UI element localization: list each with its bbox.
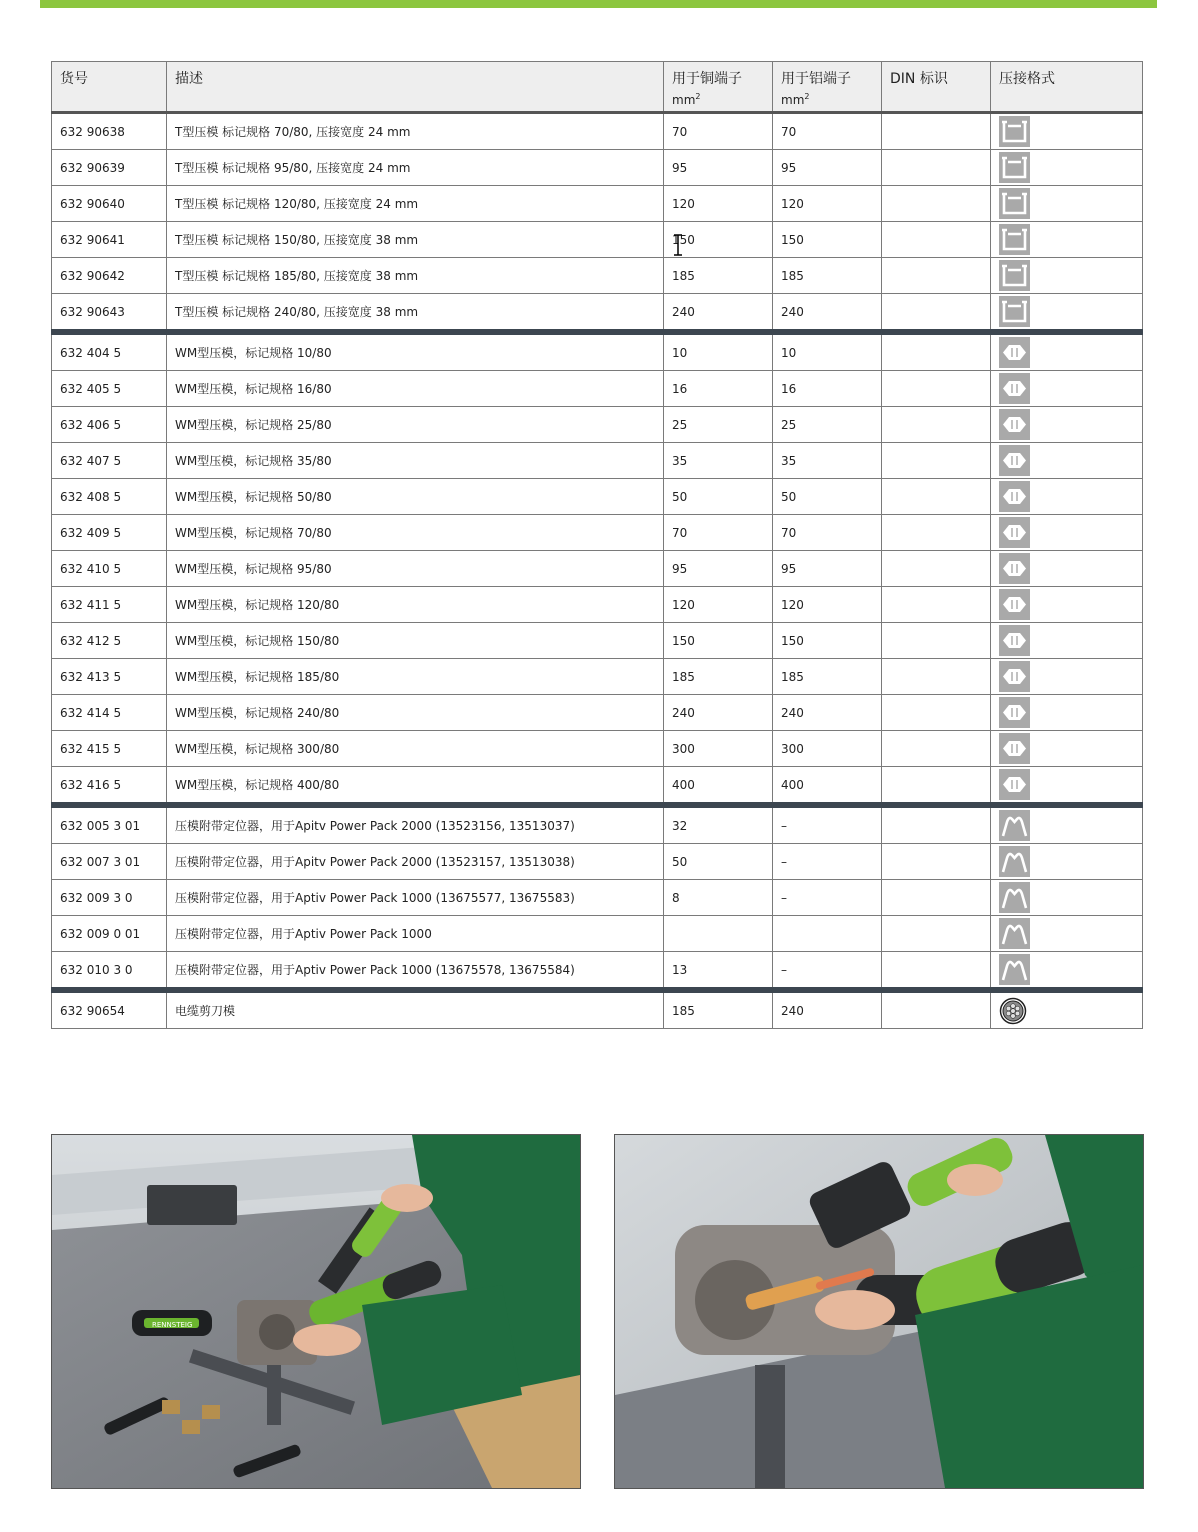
header-copper-label: 用于铜端子 — [672, 71, 742, 87]
cell-copper: 70 — [664, 515, 773, 551]
cell-din — [882, 294, 991, 333]
cell-crimp-profile — [991, 623, 1143, 659]
table-row — [52, 695, 1143, 731]
cell-aluminium — [773, 916, 882, 952]
t-die-icon — [999, 296, 1030, 327]
table-row — [52, 731, 1143, 767]
cell-description: WM型压模，标记规格 95/80 — [167, 551, 664, 587]
cell-part-no: 632 413 5 — [52, 659, 167, 695]
table-row — [52, 113, 1143, 150]
positioner-die-icon — [999, 882, 1030, 913]
cell-copper: 400 — [664, 767, 773, 806]
table-row — [52, 623, 1143, 659]
cell-din — [882, 623, 991, 659]
cell-copper: 300 — [664, 731, 773, 767]
cell-description: WM型压模，标记规格 16/80 — [167, 371, 664, 407]
cell-aluminium: – — [773, 844, 882, 880]
cell-part-no: 632 410 5 — [52, 551, 167, 587]
cell-copper: 10 — [664, 332, 773, 371]
cell-crimp-profile — [991, 844, 1143, 880]
cell-description: 压模附带定位器，用于Aptiv Power Pack 1000 (13675577, 13675583) — [167, 880, 664, 916]
cell-copper: 150 — [664, 623, 773, 659]
header-part-no: 货号 — [52, 62, 167, 113]
cell-aluminium: 240 — [773, 294, 882, 333]
svg-text:RENNSTEIG: RENNSTEIG — [152, 1321, 193, 1329]
cell-crimp-profile — [991, 916, 1143, 952]
cell-description: 电缆剪刀模 — [167, 990, 664, 1029]
cell-aluminium: 185 — [773, 659, 882, 695]
cell-din — [882, 805, 991, 844]
table-row — [52, 479, 1143, 515]
cell-part-no: 632 90642 — [52, 258, 167, 294]
cell-copper: 16 — [664, 371, 773, 407]
cell-part-no: 632 415 5 — [52, 731, 167, 767]
cell-aluminium: 70 — [773, 113, 882, 150]
table-row — [52, 990, 1143, 1029]
cell-din — [882, 551, 991, 587]
table-row — [52, 916, 1143, 952]
top-accent-bar — [40, 0, 1157, 8]
cell-din — [882, 479, 991, 515]
cell-crimp-profile — [991, 443, 1143, 479]
cell-part-no: 632 404 5 — [52, 332, 167, 371]
cell-copper: 35 — [664, 443, 773, 479]
header-crimp-profile: 压接格式 — [991, 62, 1143, 113]
cell-din — [882, 407, 991, 443]
cell-crimp-profile — [991, 258, 1143, 294]
cell-description: 压模附带定位器，用于Apitv Power Pack 2000 (13523157, 13513038) — [167, 844, 664, 880]
t-die-icon — [999, 152, 1030, 183]
table-row — [52, 222, 1143, 258]
cell-din — [882, 952, 991, 991]
table-row — [52, 258, 1143, 294]
cell-aluminium: 400 — [773, 767, 882, 806]
cell-din — [882, 258, 991, 294]
cell-copper: 185 — [664, 990, 773, 1029]
cell-copper: 25 — [664, 407, 773, 443]
table-row — [52, 443, 1143, 479]
cell-din — [882, 371, 991, 407]
cell-crimp-profile — [991, 952, 1143, 991]
cell-copper: 32 — [664, 805, 773, 844]
cell-din — [882, 880, 991, 916]
positioner-die-icon — [999, 954, 1030, 985]
cell-din — [882, 844, 991, 880]
header-copper-unit: $mm^2$ — [672, 92, 701, 107]
cell-description: WM型压模，标记规格 10/80 — [167, 332, 664, 371]
cell-description: WM型压模，标记规格 35/80 — [167, 443, 664, 479]
cell-description: WM型压模，标记规格 185/80 — [167, 659, 664, 695]
positioner-die-icon — [999, 846, 1030, 877]
header-aluminium-label: 用于铝端子 — [781, 71, 851, 87]
cell-aluminium: – — [773, 880, 882, 916]
cell-aluminium: 240 — [773, 695, 882, 731]
cell-din — [882, 332, 991, 371]
cell-description: 压模附带定位器，用于Apitv Power Pack 2000 (13523156, 13513037) — [167, 805, 664, 844]
cell-aluminium: 150 — [773, 623, 882, 659]
header-din: DIN 标识 — [882, 62, 991, 113]
cell-description: T型压模 标记规格 240/80, 压接宽度 38 mm — [167, 294, 664, 333]
cell-copper: 70 — [664, 113, 773, 150]
cell-crimp-profile — [991, 407, 1143, 443]
cell-din — [882, 113, 991, 150]
cell-part-no: 632 416 5 — [52, 767, 167, 806]
cell-crimp-profile — [991, 222, 1143, 258]
wm-die-icon — [999, 625, 1030, 656]
cell-crimp-profile — [991, 371, 1143, 407]
cell-copper: 95 — [664, 551, 773, 587]
cell-aluminium: 150 — [773, 222, 882, 258]
cell-crimp-profile — [991, 332, 1143, 371]
cell-description: WM型压模，标记规格 70/80 — [167, 515, 664, 551]
table-row — [52, 952, 1143, 991]
cell-aluminium: 240 — [773, 990, 882, 1029]
table-row — [52, 186, 1143, 222]
cell-aluminium: 10 — [773, 332, 882, 371]
table-row — [52, 515, 1143, 551]
cell-description: T型压模 标记规格 150/80, 压接宽度 38 mm — [167, 222, 664, 258]
cell-description: 压模附带定位器，用于Aptiv Power Pack 1000 (13675578, 13675584) — [167, 952, 664, 991]
cell-part-no: 632 009 0 01 — [52, 916, 167, 952]
cell-description: 压模附带定位器，用于Aptiv Power Pack 1000 — [167, 916, 664, 952]
cell-aluminium: – — [773, 805, 882, 844]
cell-description: T型压模 标记规格 70/80, 压接宽度 24 mm — [167, 113, 664, 150]
cell-copper: 240 — [664, 294, 773, 333]
cell-crimp-profile — [991, 150, 1143, 186]
cell-crimp-profile — [991, 479, 1143, 515]
header-copper — [664, 62, 773, 113]
cell-part-no: 632 90654 — [52, 990, 167, 1029]
left-photo-brand — [152, 1321, 192, 1329]
cell-copper: 240 — [664, 695, 773, 731]
wm-die-icon — [999, 337, 1030, 368]
wm-die-icon — [999, 481, 1030, 512]
cell-crimp-profile — [991, 186, 1143, 222]
cell-din — [882, 515, 991, 551]
wm-die-icon — [999, 697, 1030, 728]
cell-aluminium: – — [773, 952, 882, 991]
cell-aluminium: 95 — [773, 150, 882, 186]
cell-crimp-profile — [991, 695, 1143, 731]
cell-copper: 185 — [664, 258, 773, 294]
crimping-tool-closeup-photo — [614, 1134, 1144, 1489]
cell-copper — [664, 916, 773, 952]
cell-din — [882, 731, 991, 767]
product-table — [51, 61, 1143, 1029]
cell-aluminium: 16 — [773, 371, 882, 407]
cell-aluminium: 120 — [773, 587, 882, 623]
cell-aluminium: 25 — [773, 407, 882, 443]
t-die-icon — [999, 188, 1030, 219]
wm-die-icon — [999, 589, 1030, 620]
cell-description: WM型压模，标记规格 400/80 — [167, 767, 664, 806]
cell-din — [882, 443, 991, 479]
cell-part-no: 632 90638 — [52, 113, 167, 150]
cell-part-no: 632 009 3 0 — [52, 880, 167, 916]
positioner-die-icon — [999, 918, 1030, 949]
cell-copper: 50 — [664, 479, 773, 515]
cell-aluminium: 95 — [773, 551, 882, 587]
cell-din — [882, 659, 991, 695]
cell-din — [882, 695, 991, 731]
cell-part-no: 632 90643 — [52, 294, 167, 333]
cell-aluminium: 185 — [773, 258, 882, 294]
cell-copper: 13 — [664, 952, 773, 991]
cell-description: WM型压模，标记规格 300/80 — [167, 731, 664, 767]
table-row — [52, 844, 1143, 880]
cell-din — [882, 222, 991, 258]
table-row — [52, 551, 1143, 587]
cell-crimp-profile — [991, 731, 1143, 767]
positioner-die-icon — [999, 810, 1030, 841]
cell-description: T型压模 标记规格 95/80, 压接宽度 24 mm — [167, 150, 664, 186]
cell-description: WM型压模，标记规格 150/80 — [167, 623, 664, 659]
table-row — [52, 659, 1143, 695]
table-row — [52, 587, 1143, 623]
cell-aluminium: 70 — [773, 515, 882, 551]
cell-description: T型压模 标记规格 185/80, 压接宽度 38 mm — [167, 258, 664, 294]
cell-aluminium: 35 — [773, 443, 882, 479]
table-row — [52, 332, 1143, 371]
cell-copper: 50 — [664, 844, 773, 880]
header-description: 描述 — [167, 62, 664, 113]
cell-description: WM型压模，标记规格 25/80 — [167, 407, 664, 443]
cell-copper: 120 — [664, 587, 773, 623]
wm-die-icon — [999, 373, 1030, 404]
cell-crimp-profile — [991, 659, 1143, 695]
wm-die-icon — [999, 445, 1030, 476]
cell-crimp-profile — [991, 515, 1143, 551]
cell-crimp-profile — [991, 551, 1143, 587]
cell-crimp-profile — [991, 805, 1143, 844]
cell-din — [882, 916, 991, 952]
wm-die-icon — [999, 517, 1030, 548]
cell-part-no: 632 007 3 01 — [52, 844, 167, 880]
cell-part-no: 632 90640 — [52, 186, 167, 222]
t-die-icon — [999, 116, 1030, 147]
cell-part-no: 632 405 5 — [52, 371, 167, 407]
cell-crimp-profile — [991, 113, 1143, 150]
cell-crimp-profile — [991, 294, 1143, 333]
t-die-icon — [999, 260, 1030, 291]
crimping-tool-workbench-photo — [51, 1134, 581, 1489]
table-header-row — [52, 62, 1143, 113]
cell-din — [882, 990, 991, 1029]
cell-part-no: 632 005 3 01 — [52, 805, 167, 844]
cell-din — [882, 587, 991, 623]
cell-crimp-profile — [991, 587, 1143, 623]
cell-description: WM型压模，标记规格 240/80 — [167, 695, 664, 731]
wm-die-icon — [999, 553, 1030, 584]
wm-die-icon — [999, 409, 1030, 440]
cell-din — [882, 186, 991, 222]
wm-die-icon — [999, 661, 1030, 692]
cell-description: WM型压模，标记规格 120/80 — [167, 587, 664, 623]
table-row — [52, 150, 1143, 186]
cell-description: WM型压模，标记规格 50/80 — [167, 479, 664, 515]
cell-crimp-profile — [991, 990, 1143, 1029]
cell-copper: 8 — [664, 880, 773, 916]
wm-die-icon — [999, 769, 1030, 800]
cell-crimp-profile — [991, 767, 1143, 806]
cable-cutter-icon — [999, 997, 1027, 1025]
table-row — [52, 294, 1143, 333]
cell-copper: 185 — [664, 659, 773, 695]
cell-part-no: 632 412 5 — [52, 623, 167, 659]
cell-part-no: 632 409 5 — [52, 515, 167, 551]
cell-crimp-profile — [991, 880, 1143, 916]
header-aluminium — [773, 62, 882, 113]
cell-part-no: 632 408 5 — [52, 479, 167, 515]
wm-die-icon — [999, 733, 1030, 764]
table-row — [52, 805, 1143, 844]
cell-part-no: 632 414 5 — [52, 695, 167, 731]
cell-part-no: 632 411 5 — [52, 587, 167, 623]
cell-aluminium: 300 — [773, 731, 882, 767]
t-die-icon — [999, 224, 1030, 255]
table-row — [52, 767, 1143, 806]
cell-copper: 95 — [664, 150, 773, 186]
cell-copper: 150 — [664, 222, 773, 258]
header-aluminium-unit: $mm^2$ — [781, 92, 810, 107]
cell-part-no: 632 90641 — [52, 222, 167, 258]
cell-part-no: 632 010 3 0 — [52, 952, 167, 991]
cell-part-no: 632 406 5 — [52, 407, 167, 443]
cell-part-no: 632 407 5 — [52, 443, 167, 479]
cell-description: T型压模 标记规格 120/80, 压接宽度 24 mm — [167, 186, 664, 222]
table-row — [52, 371, 1143, 407]
cell-din — [882, 150, 991, 186]
cell-copper: 120 — [664, 186, 773, 222]
cell-part-no: 632 90639 — [52, 150, 167, 186]
table-row — [52, 407, 1143, 443]
cell-din — [882, 767, 991, 806]
table-row — [52, 880, 1143, 916]
cell-aluminium: 120 — [773, 186, 882, 222]
cell-aluminium: 50 — [773, 479, 882, 515]
